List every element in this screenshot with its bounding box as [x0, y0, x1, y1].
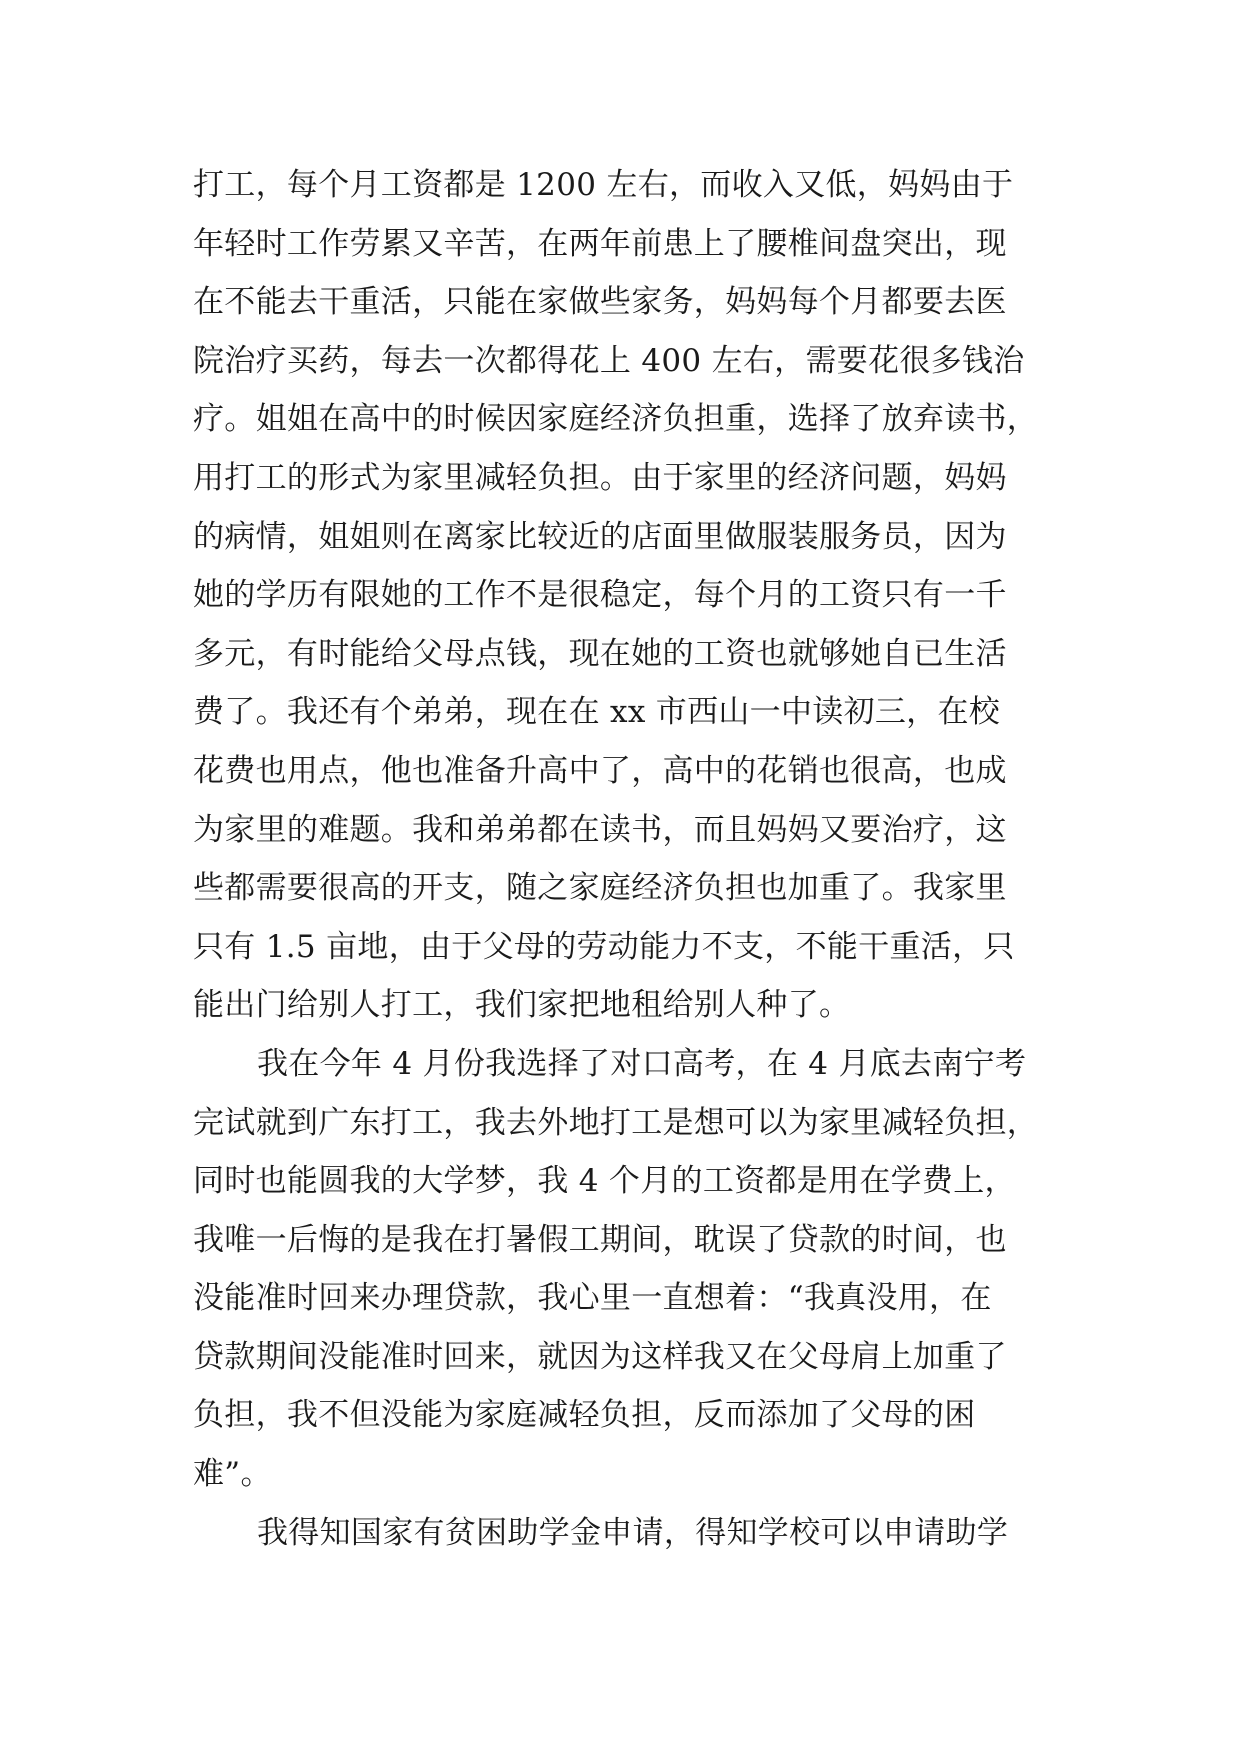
text-line: 我唯一后悔的是我在打暑假工期间，耽误了贷款的时间，也 [193, 1221, 1007, 1258]
text-line: 费了。我还有个弟弟，现在在 xx 市西山一中读初三，在校 [193, 694, 1001, 731]
text-line: 为家里的难题。我和弟弟都在读书，而且妈妈又要治疗，这 [193, 811, 1007, 848]
text-line: 些都需要很高的开支，随之家庭经济负担也加重了。我家里 [193, 870, 1007, 907]
text-line: 打工，每个月工资都是 1200 左右，而收入又低，妈妈由于 [193, 167, 1014, 203]
text-line: 在不能去干重活，只能在家做些家务，妈妈每个月都要去医 [193, 284, 1007, 321]
text-line: 花费也用点，他也准备升高中了，高中的花销也很高，也成 [193, 752, 1007, 789]
text-line: 能出门给别人打工，我们家把地租给别人种了。 [193, 987, 851, 1024]
text-line: 负担，我不但没能为家庭减轻负担，反而添加了父母的困 [193, 1397, 976, 1434]
text-line: 同时也能圆我的大学梦，我 4 个月的工资都是用在学费上， [193, 1163, 1016, 1200]
text-line: 难”。 [193, 1456, 272, 1493]
text-line: 完试就到广东打工，我去外地打工是想可以为家里减轻负担， [193, 1104, 1039, 1141]
text-line: 疗。姐姐在高中的时候因家庭经济负担重，选择了放弃读书， [193, 401, 1039, 438]
text-line: 年轻时工作劳累又辛苦，在两年前患上了腰椎间盘突出，现 [193, 225, 1007, 262]
text-line: 贷款期间没能准时回来，就因为这样我又在父母肩上加重了 [193, 1338, 1007, 1375]
text-line: 她的学历有限她的工作不是很稳定，每个月的工资只有一千 [193, 577, 1007, 614]
text-line: 没能准时回来办理贷款，我心里一直想着：“我真没用，在 [193, 1280, 992, 1317]
text-line: 用打工的形式为家里减轻负担。由于家里的经济问题，妈妈 [193, 459, 1007, 496]
document-body [193, 156, 1055, 1562]
text-line: 只有 1.5 亩地，由于父母的劳动能力不支，不能干重活，只 [193, 928, 1015, 965]
text-line: 的病情，姐姐则在离家比较近的店面里做服装服务员，因为 [193, 518, 1007, 555]
text-line: 多元，有时能给父母点钱，现在她的工资也就够她自已生活 [193, 635, 1007, 672]
paragraph-first-line: 我在今年 4 月份我选择了对口高考，在 4 月底去南宁考 [257, 1045, 1027, 1082]
text-line: 院治疗买药，每去一次都得花上 400 左右，需要花很多钱治 [193, 342, 1025, 379]
paragraph-first-line: 我得知国家有贫困助学金申请，得知学校可以申请助学 [257, 1514, 1009, 1551]
